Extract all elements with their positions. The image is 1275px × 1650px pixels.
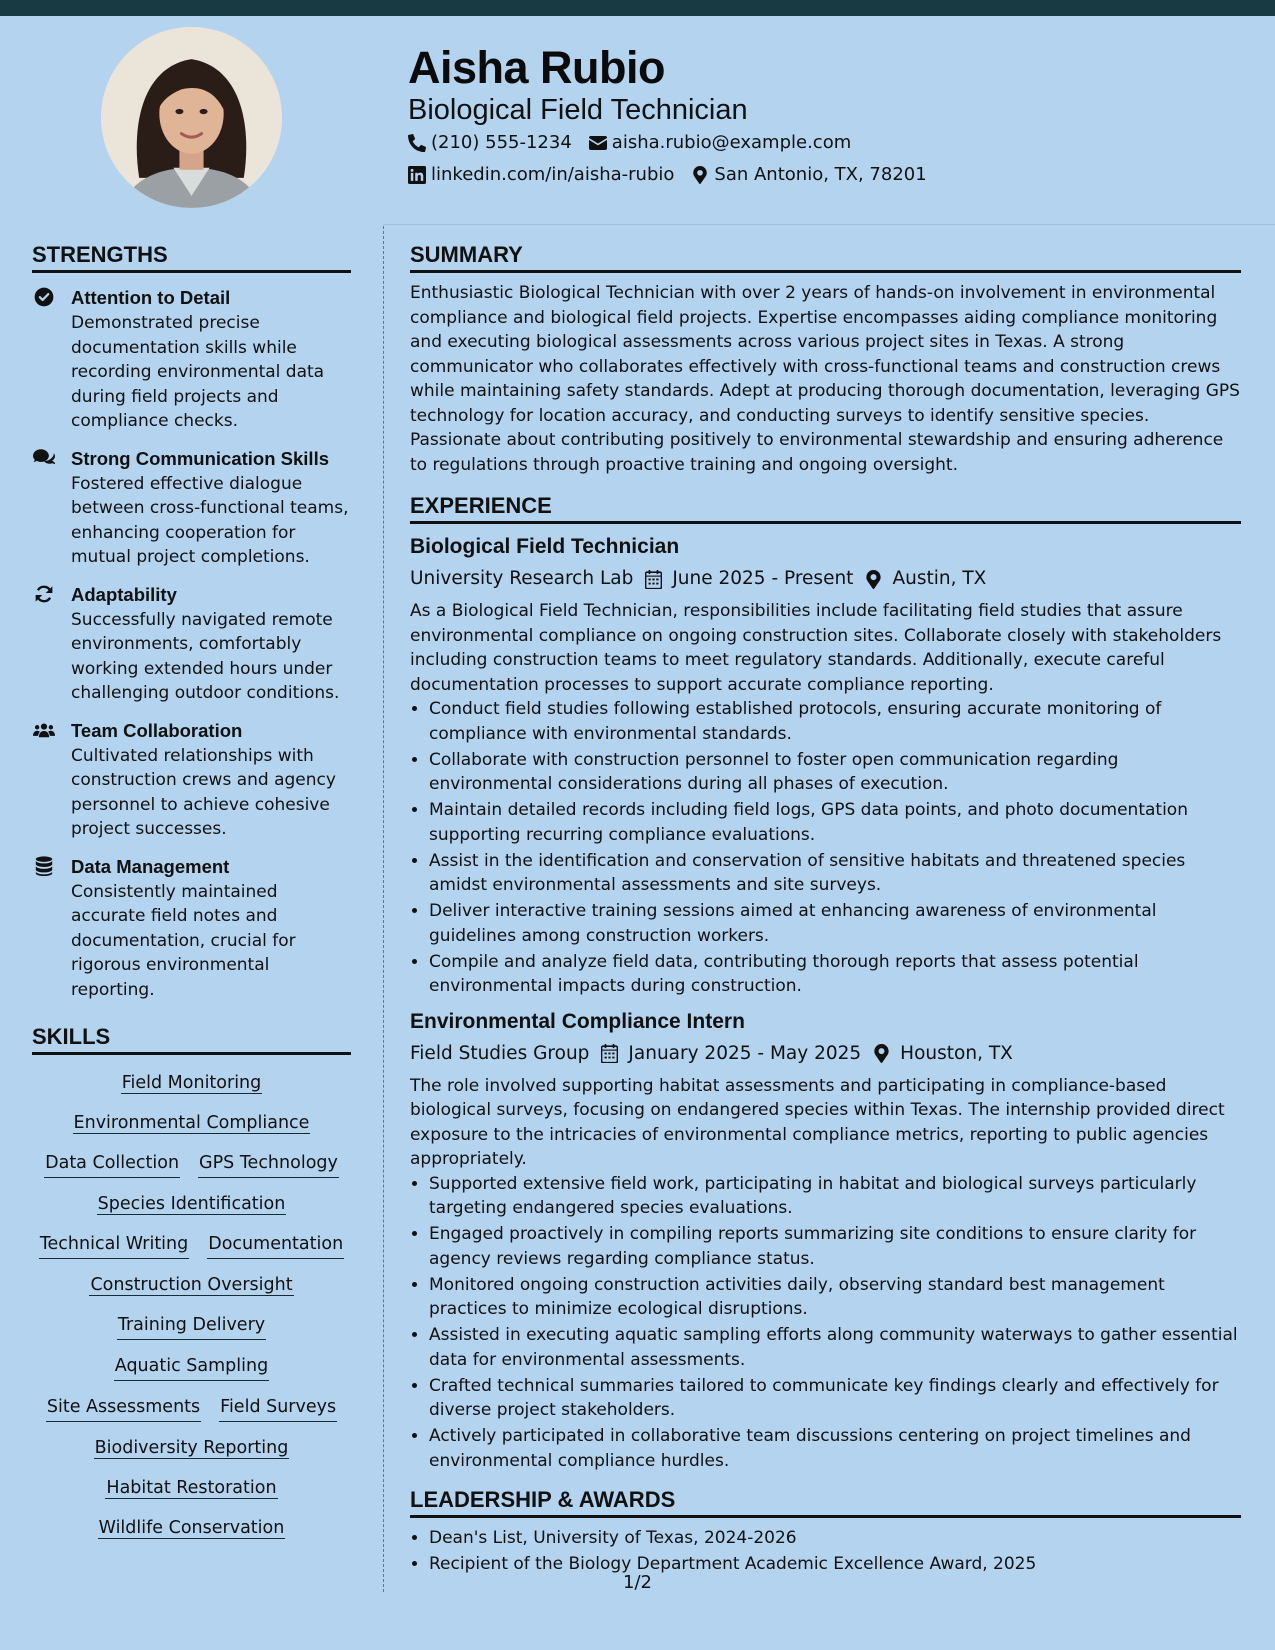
job-bullets xyxy=(429,697,1241,999)
skill-tag: Environmental Compliance xyxy=(73,1113,310,1133)
job-title: Biological Field Technician xyxy=(410,535,680,558)
database-icon xyxy=(33,856,55,876)
calendar-icon xyxy=(601,1044,618,1063)
skill-tag: Construction Oversight xyxy=(90,1275,293,1295)
strengths-heading: STRENGTHS xyxy=(32,242,351,273)
job-meta xyxy=(410,565,1241,593)
contact-row-1 xyxy=(408,132,851,153)
job-location xyxy=(865,565,986,593)
bullet-item: • Compile and analyze field data, contributing thorough reports that assess potential environmental impacts during construction. xyxy=(429,950,1241,999)
strength-item xyxy=(32,582,351,706)
strength-desc: Consistently maintained accurate field notes and documentation, crucial for rigorous environmental reporting. xyxy=(71,881,296,1000)
profile-photo xyxy=(101,27,282,208)
bullet-item: • Deliver interactive training sessions aimed at enhancing awareness of environmental guidelines among construction workers. xyxy=(429,899,1241,948)
strength-title: Data Management xyxy=(71,855,230,877)
strength-desc: Successfully navigated remote environments, comfortably working extended hours under challenging outdoor conditions. xyxy=(71,609,340,703)
job-meta xyxy=(410,1040,1241,1068)
experience-entry xyxy=(410,1008,1241,1474)
skill-tag: Documentation xyxy=(207,1230,344,1259)
job-dates xyxy=(645,565,853,593)
skill-row xyxy=(32,1109,351,1137)
skill-tag: Species Identification xyxy=(97,1194,286,1214)
skills-list xyxy=(32,1069,351,1542)
header-divider xyxy=(383,224,1275,225)
bullet-item: • Actively participated in collaborative team discussions centering on project timelines and environmental compliance hurdles. xyxy=(429,1424,1241,1473)
leadership-heading: LEADERSHIP & AWARDS xyxy=(410,1487,1241,1518)
skill-row xyxy=(32,1474,351,1502)
skill-tag: Training Delivery xyxy=(117,1311,266,1340)
strength-item xyxy=(32,285,351,434)
email-text[interactable]: aisha.rubio@example.com xyxy=(611,132,852,153)
location-text: Houston, TX xyxy=(900,1042,1013,1064)
strength-title: Strong Communication Skills xyxy=(71,447,329,469)
skill-row xyxy=(32,1514,351,1542)
comments-icon xyxy=(33,448,55,468)
map-marker-icon xyxy=(873,1044,890,1063)
strength-item xyxy=(32,446,351,570)
award-item: • Dean's List, University of Texas, 2024-2026 xyxy=(429,1526,1241,1551)
experience-entry xyxy=(410,533,1241,999)
skill-row xyxy=(32,1069,351,1097)
strength-item xyxy=(32,854,351,1003)
job-description: The role involved supporting habitat assessments and participating in compliance-based biological surveys, focusing on endangered species within Texas. The internship provided direct exposure to the intricacies of environmental compliance metrics, reporting to public agencies appropriately. xyxy=(410,1075,1225,1169)
linkedin-text[interactable]: linkedin.com/in/aisha-rubio xyxy=(431,164,675,185)
skill-row xyxy=(32,1190,351,1218)
skill-tag: Habitat Restoration xyxy=(106,1478,277,1498)
email-item[interactable] xyxy=(589,132,851,153)
column-divider xyxy=(383,226,384,1592)
candidate-name: Aisha Rubio xyxy=(408,42,666,93)
phone-item xyxy=(408,132,572,153)
bullet-item: • Collaborate with construction personnel to foster open communication regarding environmental considerations during all phases of execution. xyxy=(429,748,1241,797)
linkedin-icon xyxy=(408,166,426,184)
skill-tag: Aquatic Sampling xyxy=(114,1352,269,1381)
strengths-list xyxy=(32,285,351,1002)
phone-text: (210) 555-1234 xyxy=(431,132,572,153)
map-marker-icon xyxy=(691,166,709,184)
skill-row xyxy=(32,1271,351,1299)
users-icon xyxy=(33,720,55,740)
bullet-item: • Supported extensive field work, participating in habitat and biological surveys particularly targeting endangered species evaluations. xyxy=(429,1172,1241,1221)
location-item xyxy=(691,164,926,185)
bullet-item: • Crafted technical summaries tailored to communicate key findings clearly and effectively for diverse project stakeholders. xyxy=(429,1374,1241,1423)
bullet-item: • Assist in the identification and conservation of sensitive habitats and threatened species amidst environmental assessments and site surveys. xyxy=(429,849,1241,898)
skill-tag: GPS Technology xyxy=(198,1149,339,1178)
top-bar xyxy=(0,0,1275,16)
strength-desc: Demonstrated precise documentation skills while recording environmental data during field projects and compliance checks. xyxy=(71,313,325,431)
summary-text: Enthusiastic Biological Technician with over 2 years of hands-on involvement in environmental compliance and biological field projects. Expertise encompasses aiding compliance monitoring and executing biological assessments across various project sites in Texas. A strong communicator who collaborates effectively with cross-functional teams and construction crews while maintaining safety standards. Adept at producing thorough documentation, leveraging GPS technology for location accuracy, and conducting surveys to identify sensitive species. Passionate about contributing positively to environmental stewardship and ensuring adherence to regulations through proactive training and ongoing oversight. xyxy=(410,283,1240,475)
strength-desc: Cultivated relationships with construction crews and agency personnel to achieve cohesive project successes. xyxy=(71,745,336,839)
company-name: Field Studies Group xyxy=(410,1042,590,1064)
skill-tag: Technical Writing xyxy=(39,1230,189,1259)
job-description: As a Biological Field Technician, responsibilities include facilitating field studies that assure environmental compliance on ongoing construction sites. Collaborate closely with stakeholders including construction teams to meet regulatory standards. Additionally, execute careful documentation processes to support accurate compliance reporting. xyxy=(410,601,1222,695)
job-bullets xyxy=(429,1172,1241,1474)
location-text: Austin, TX xyxy=(892,568,987,589)
skill-tag: Field Monitoring xyxy=(121,1073,262,1093)
strength-title: Adaptability xyxy=(71,583,177,605)
location-text: San Antonio, TX, 78201 xyxy=(714,164,927,185)
dates-text: January 2025 - May 2025 xyxy=(628,1042,862,1064)
summary-heading: SUMMARY xyxy=(410,242,1241,273)
skill-tag: Field Surveys xyxy=(219,1393,337,1422)
job-title: Environmental Compliance Intern xyxy=(410,1009,745,1033)
bullet-item: • Conduct field studies following established protocols, ensuring accurate monitoring of compliance with environmental standards. xyxy=(429,697,1241,746)
company-name: University Research Lab xyxy=(410,568,634,589)
right-column xyxy=(410,242,1241,1578)
map-marker-icon xyxy=(865,570,882,589)
bullet-item: • Monitored ongoing construction activities daily, observing standard best management practices to minimize ecological disruptions. xyxy=(429,1273,1241,1322)
awards-list xyxy=(429,1526,1241,1577)
skill-tag: Site Assessments xyxy=(46,1393,201,1422)
skill-row xyxy=(32,1434,351,1462)
contact-row-2 xyxy=(408,164,927,185)
job-dates xyxy=(601,1040,861,1068)
linkedin-item[interactable] xyxy=(408,164,674,185)
calendar-icon xyxy=(645,570,662,589)
phone-icon xyxy=(408,134,426,152)
experience-heading: EXPERIENCE xyxy=(410,493,1241,524)
skill-tag: Biodiversity Reporting xyxy=(94,1438,289,1458)
strength-title: Team Collaboration xyxy=(71,719,243,741)
bullet-item: • Assisted in executing aquatic sampling efforts along community waterways to gather essential data for environmental assessments. xyxy=(429,1323,1241,1372)
award-item: • Recipient of the Biology Department Academic Excellence Award, 2025 xyxy=(429,1552,1241,1577)
strength-title: Attention to Detail xyxy=(71,287,231,308)
skills-heading: SKILLS xyxy=(32,1024,351,1055)
strength-item xyxy=(32,718,351,842)
dates-text: June 2025 - Present xyxy=(672,568,854,589)
envelope-icon xyxy=(589,134,607,152)
page-number: 1/2 xyxy=(623,1572,652,1593)
candidate-title: Biological Field Technician xyxy=(408,94,748,126)
check-circle-icon xyxy=(33,287,55,307)
strength-desc: Fostered effective dialogue between cross-functional teams, enhancing cooperation for mutual project completions. xyxy=(71,473,349,567)
skill-tag: Data Collection xyxy=(44,1149,180,1178)
sync-icon xyxy=(33,584,55,604)
left-column xyxy=(32,242,351,1542)
skill-tag: Wildlife Conservation xyxy=(98,1518,285,1538)
job-location xyxy=(873,1040,1013,1068)
bullet-item: • Maintain detailed records including field logs, GPS data points, and photo documentation supporting recurring compliance evaluations. xyxy=(429,798,1241,847)
bullet-item: • Engaged proactively in compiling reports summarizing site conditions to ensure clarity for agency reviews regarding compliance status. xyxy=(429,1222,1241,1271)
